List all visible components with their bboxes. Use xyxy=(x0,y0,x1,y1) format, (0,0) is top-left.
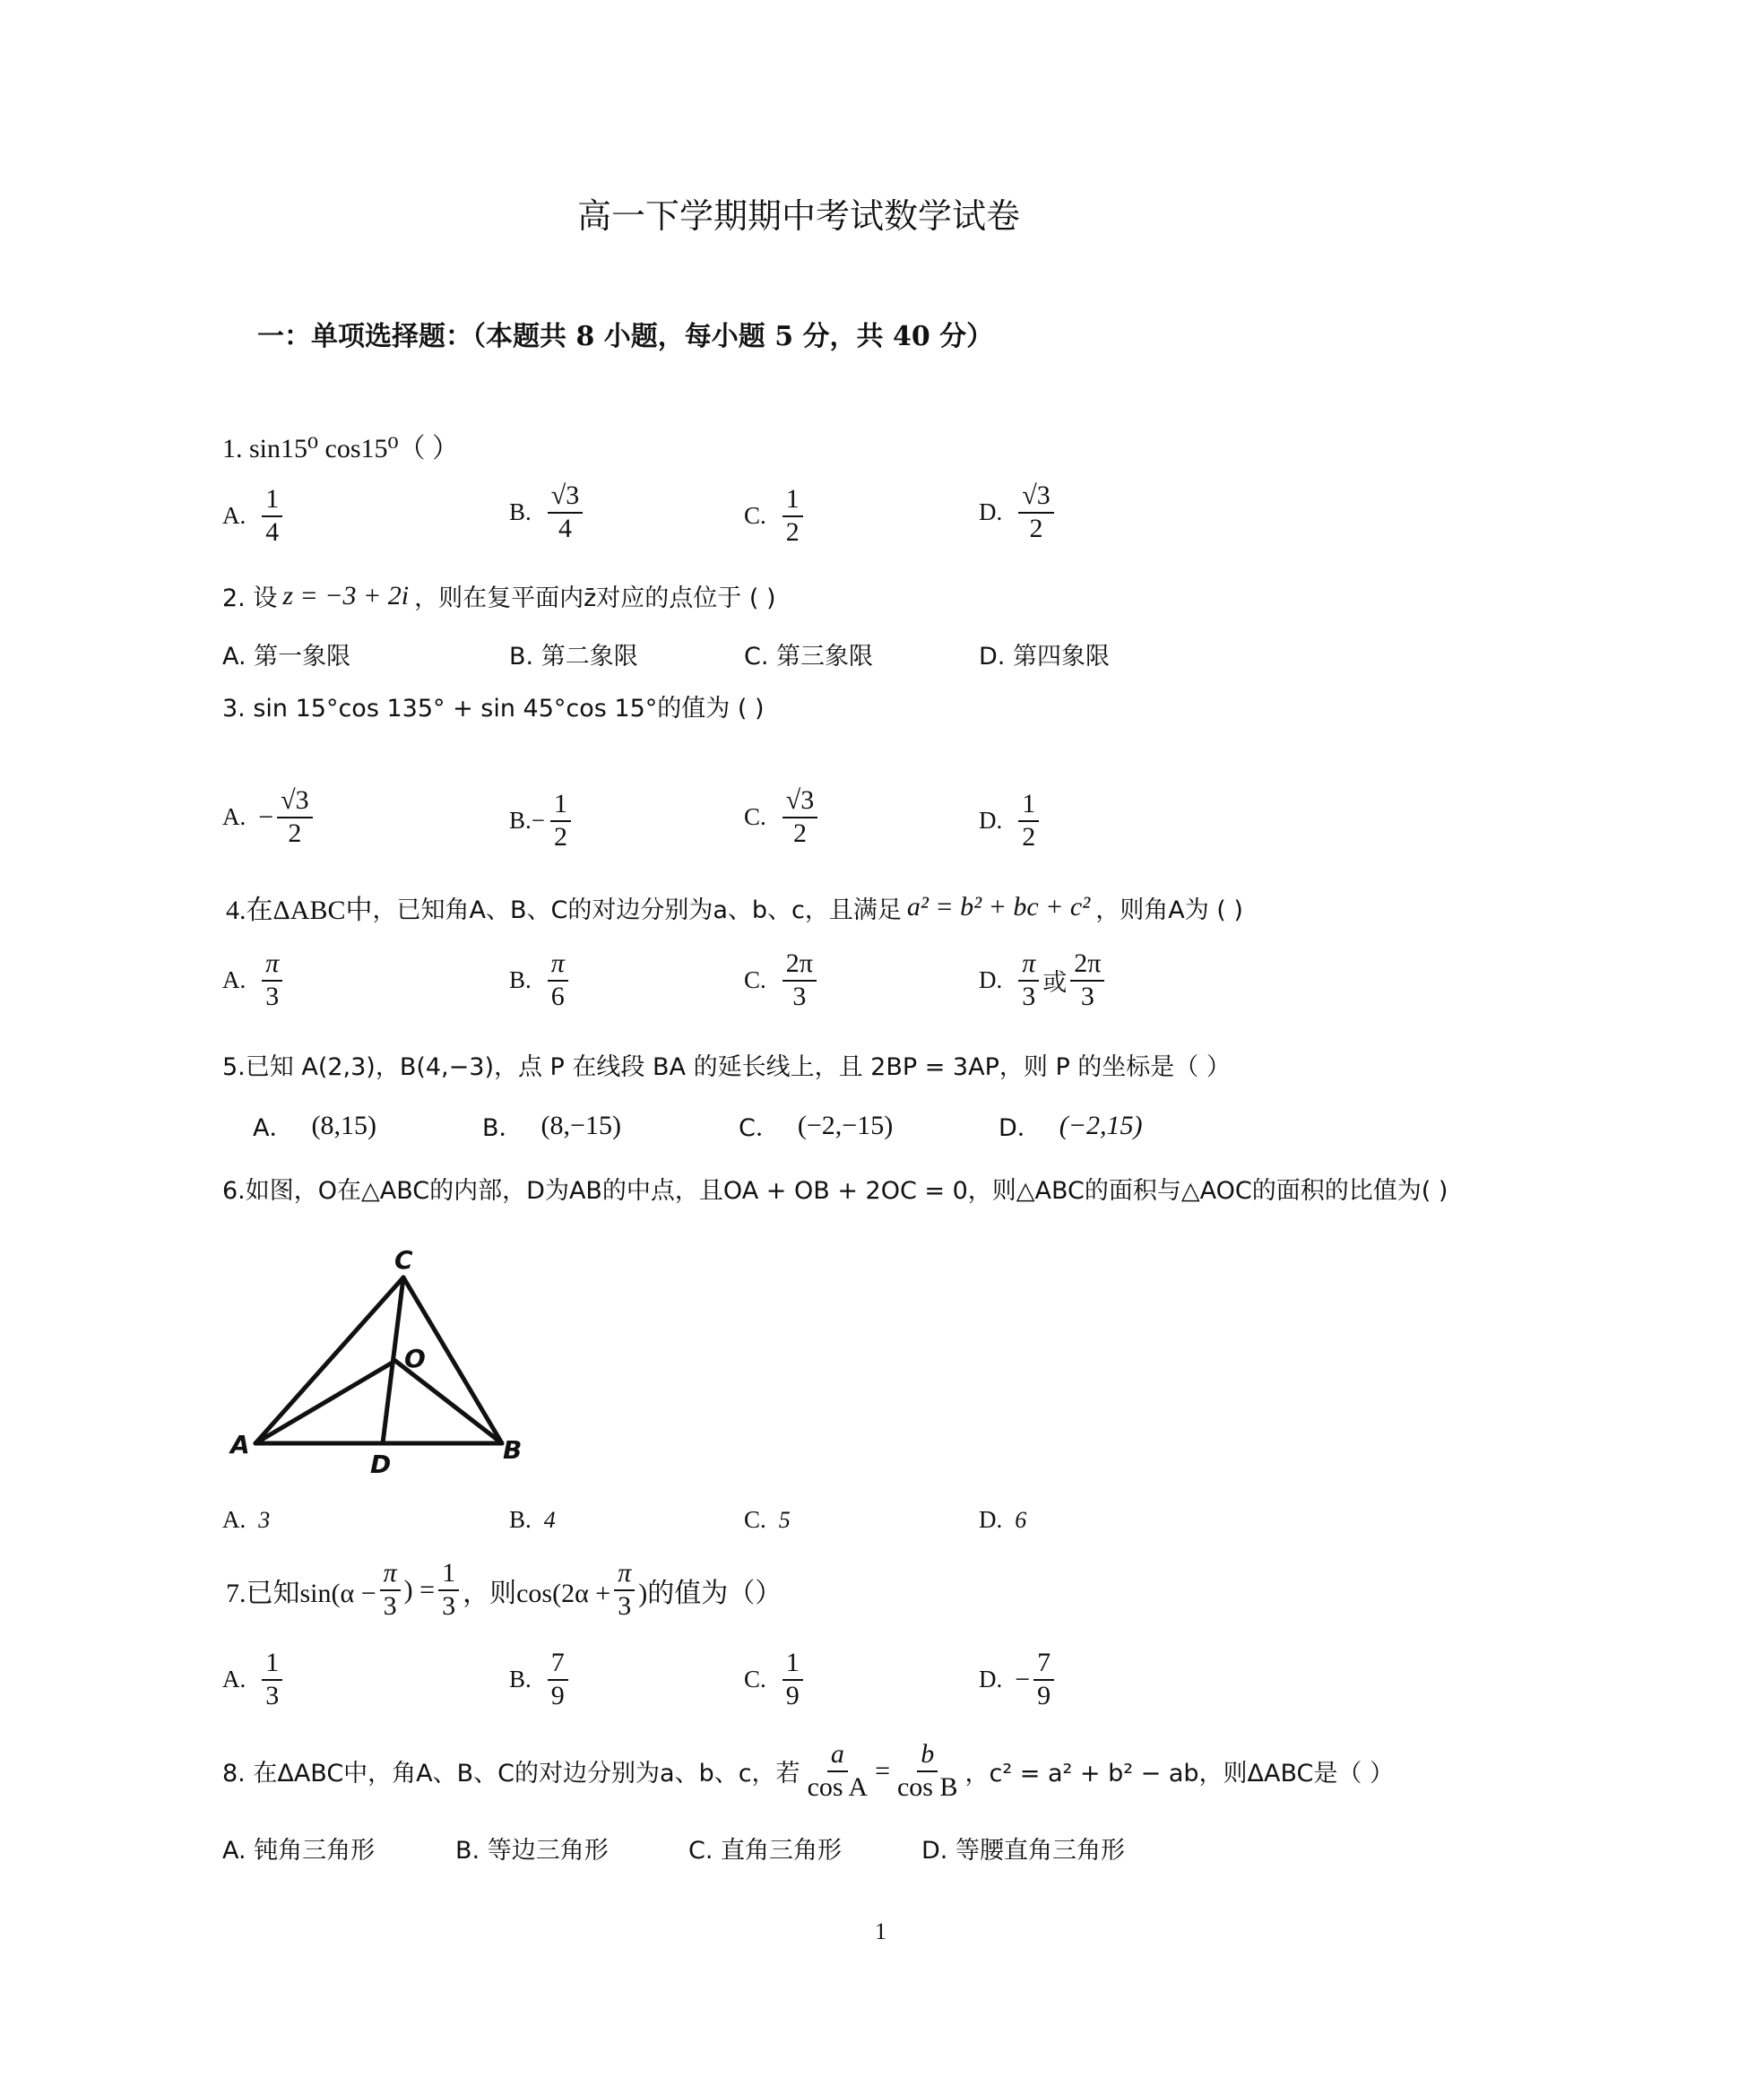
q8-option-a: A. 钝角三角形 xyxy=(222,1837,376,1865)
question-3-stem: 3. sin 15°cos 135° + sin 45°cos 15°的值为 ( ) xyxy=(222,695,765,723)
q4-option-a: A. $\frac{\pi}{3}$ xyxy=(222,948,286,1012)
q6-option-d: D. 6 xyxy=(979,1506,1027,1533)
q1-option-d: D. $\frac{√3}{2}$ xyxy=(979,480,1058,544)
point-label-o: O xyxy=(404,1344,426,1373)
option-label: B． xyxy=(482,1114,523,1142)
q2-option-c: C. 第三象限 xyxy=(744,643,874,671)
question-7-stem: 7.已知sin(α − $\frac{\pi}{3}$ ) = $\frac{1}{3}$ ，则cos(2α + $\frac{\pi}{3}$ )的值为（） xyxy=(226,1558,783,1621)
q2-option-a: A. 第一象限 xyxy=(222,643,351,671)
q1-option-c: C. $\frac{1}{2}$ xyxy=(744,484,807,548)
question-1-stem: 1. sin15⁰ cos15⁰（ ） xyxy=(222,434,460,463)
page-title: 高一下学期期中考试数学试卷 xyxy=(577,196,1021,236)
option-label: B. xyxy=(509,1506,532,1533)
q7-option-c: C. $\frac{1}{9}$ xyxy=(744,1648,807,1711)
triangle-figure xyxy=(229,1242,533,1475)
q5-option-a: A． (8,15) xyxy=(253,1108,376,1143)
option-label: D. xyxy=(979,498,1003,525)
minus-sign: − xyxy=(1015,1664,1031,1694)
option-label: B. xyxy=(509,966,532,993)
q4-option-c: C. $\frac{2\pi}{3}$ xyxy=(744,948,820,1012)
q5-option-d: D． (−2,15) xyxy=(999,1108,1143,1143)
q6-option-c: C. 5 xyxy=(744,1506,791,1533)
option-label: A. xyxy=(222,1666,246,1692)
question-8-stem: 8. 在ΔABC中，角A、B、C的对边分别为a、b、c，若 $\frac{a}{\text{cos A}}$ = $\frac{b}{\text{cos B}}$ ，c² = a² + b² − ab，则ΔABC是（ ） xyxy=(222,1739,1394,1802)
minus-sign: − xyxy=(258,801,274,832)
q3-option-a: A. − $\frac{√3}{2}$ xyxy=(222,785,316,849)
point-label-d: D xyxy=(370,1450,392,1475)
q6-option-b: B. 4 xyxy=(509,1506,556,1533)
q6-option-a: A. 3 xyxy=(222,1506,271,1533)
question-6-stem: 6.如图，O在△ABC的内部，D为AB的中点，且OA + OB + 2OC = 0，则△ABC的面积与△AOC的面积的比值为( ) xyxy=(222,1177,1448,1205)
q8-option-d: D. 等腰直角三角形 xyxy=(921,1837,1125,1865)
q7-option-d: D. − $\frac{7}{9}$ xyxy=(979,1648,1058,1711)
q1-option-b: B. $\frac{√3}{4}$ xyxy=(509,480,586,544)
option-label: A． xyxy=(253,1114,294,1142)
q2-option-b: B. 第二象限 xyxy=(509,643,638,671)
option-label: D. xyxy=(979,1666,1003,1692)
q7-option-b: B. $\frac{7}{9}$ xyxy=(509,1648,572,1711)
option-label: A. xyxy=(222,966,246,993)
option-label: A. xyxy=(222,502,246,529)
q3-option-c: C. $\frac{√3}{2}$ xyxy=(744,785,821,849)
option-label: B. xyxy=(509,498,532,525)
question-5-stem: 5.已知 A(2,3)，B(4,−3)，点 P 在线段 BA 的延长线上，且 2BP = 3AP，则 P 的坐标是（ ） xyxy=(222,1053,1231,1081)
q7-option-a: A. $\frac{1}{3}$ xyxy=(222,1648,286,1711)
vertex-label-c: C xyxy=(394,1245,413,1275)
q8-option-c: C. 直角三角形 xyxy=(688,1837,843,1865)
option-label: D. xyxy=(979,807,1003,834)
segment-cd xyxy=(383,1277,403,1443)
option-label: B. xyxy=(509,1666,532,1692)
option-label: A. xyxy=(222,803,246,830)
option-label: C. xyxy=(744,502,766,529)
option-label: C. xyxy=(744,1506,766,1533)
question-4-stem: 4.在ΔABC中 ，已知角A、B、C的对边分别为a、b、c，且满足 a² = b² + bc + c² ，则角A为 ( ) xyxy=(226,892,1243,925)
vertex-label-a: A xyxy=(230,1430,250,1459)
q2-option-d: D. 第四象限 xyxy=(979,643,1110,671)
q5-option-c: C． (−2,−15) xyxy=(739,1108,893,1143)
section-header: 一：单项选择题：（本题共 8 小题，每小题 5 分，共 40 分） xyxy=(257,321,994,352)
q1-option-a: A. $\frac{1}{4}$ xyxy=(222,484,286,548)
vertex-label-b: B xyxy=(503,1435,523,1465)
edge-ac xyxy=(255,1277,403,1443)
q8-option-b: B. 等边三角形 xyxy=(455,1837,609,1865)
q3-option-d: D. $\frac{1}{2}$ xyxy=(979,789,1042,853)
segment-ao xyxy=(255,1361,395,1443)
q5-option-b: B． (8,−15) xyxy=(482,1108,621,1143)
page-number: 1 xyxy=(875,1918,886,1944)
option-label: D. xyxy=(979,966,1003,993)
question-2-stem: 2. 设 z = −3 + 2i ，则在复平面内z̄对应的点位于 ( ) xyxy=(222,580,776,612)
option-label: A. xyxy=(222,1506,246,1533)
q4-option-d: D. $\frac{\pi}{3}$ 或 $\frac{2\pi}{3}$ xyxy=(979,948,1108,1012)
option-label: C. xyxy=(744,966,766,993)
option-label: C． xyxy=(739,1114,780,1142)
option-label: B.− xyxy=(509,807,545,834)
q4-option-b: B. $\frac{\pi}{6}$ xyxy=(509,948,572,1012)
option-label: C. xyxy=(744,1666,766,1692)
option-label: D． xyxy=(999,1114,1042,1142)
option-label: D. xyxy=(979,1506,1003,1533)
q3-option-b: B.− $\frac{1}{2}$ xyxy=(509,789,575,853)
option-label: C. xyxy=(744,803,766,830)
